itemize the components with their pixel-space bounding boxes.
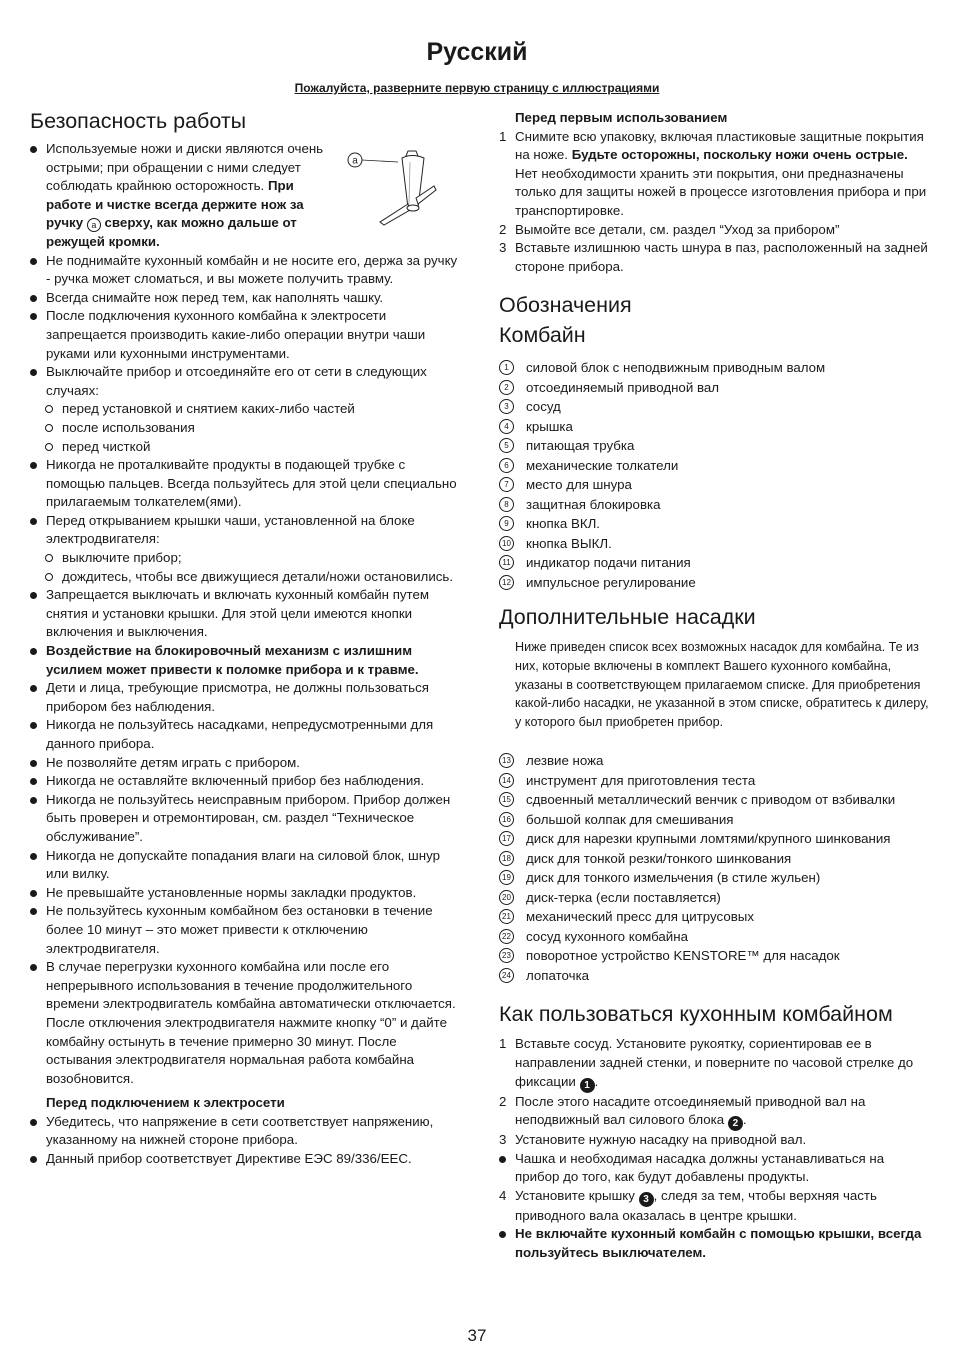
legend-list: [499, 358, 929, 592]
list-item-warning: Не включайте кухонный комбайн с помощью крышки, всегда пользуйтесь выключателем.: [499, 1225, 929, 1262]
item-number-badge: 21: [499, 909, 514, 924]
list-item: [499, 946, 929, 966]
list-item: Всегда снимайте нож перед тем, как наполнять чашку.: [30, 289, 458, 308]
list-item: [499, 436, 929, 456]
item-text: диск для тонкой резки/тонкого шинкования: [526, 850, 792, 866]
list-item: [499, 128, 929, 221]
list-item: После подключения кухонного комбайна к электросети запрещается производить какие-либо операции внутри чаши руками или кухонными инструментами.: [30, 307, 458, 363]
knife-illustration: [346, 148, 438, 232]
list-item: [499, 514, 929, 534]
howto-heading: Как пользоваться кухонным комбайном: [499, 1002, 893, 1027]
first-use-list: [499, 128, 929, 277]
item-number-badge: 24: [499, 968, 514, 983]
figure-ref-icon: 1: [580, 1078, 595, 1093]
list-item: [499, 397, 929, 417]
list-item: [499, 751, 929, 771]
item-number-badge: 2: [499, 380, 514, 395]
item-text: отсоединяемый приводной вал: [526, 379, 720, 395]
attachments-heading: Дополнительные насадки: [499, 605, 756, 630]
callout-marker: a: [87, 218, 101, 232]
item-number-badge: 16: [499, 812, 514, 827]
item-number-badge: 3: [499, 399, 514, 414]
step-text: Вымойте все детали, см. раздел “Уход за прибором”: [515, 221, 840, 237]
list-item: [499, 239, 929, 276]
item-text: лопаточка: [526, 967, 590, 983]
list-item: [499, 1187, 929, 1226]
list-item: [499, 868, 929, 888]
item-text: диск-терка (если поставляется): [526, 889, 721, 905]
item-text: кнопка ВКЛ.: [526, 516, 600, 532]
list-item: Убедитесь, что напряжение в сети соответствует напряжению, указанному на нижней стороне прибора.: [30, 1113, 458, 1150]
step-number: 2: [499, 221, 507, 237]
step-number: 1: [499, 1036, 507, 1052]
list-item: [499, 810, 929, 830]
item-text: силовой блок с неподвижным приводным валом: [526, 360, 826, 376]
left-column: [30, 106, 458, 1169]
item-number-badge: 15: [499, 792, 514, 807]
howto-list: [499, 1035, 929, 1262]
item-number-badge: 6: [499, 458, 514, 473]
page-subtitle: Пожалуйста, разверните первую страницу с иллюстрациями: [294, 81, 660, 95]
sub-list-item: дождитесь, чтобы все движущиеся детали/ножи остановились.: [30, 568, 458, 587]
list-item-bold-text: сверху, как можно дальше от режущей кромки.: [46, 215, 297, 249]
list-item: [499, 573, 929, 593]
list-item: 1 Вставьте сосуд. Установите рукоятку, сориентировав ее в направлении задней стенки, и поверните по часовой стрелке до фиксации 1 .: [499, 1036, 914, 1091]
right-column: [499, 109, 929, 1263]
item-text: инструмент для приготовления теста: [526, 772, 756, 788]
item-number-badge: 7: [499, 477, 514, 492]
figure-ref-icon: 3: [639, 1192, 654, 1207]
list-item: Перед открыванием крышки чаши, установленной на блоке электродвигателя:: [30, 512, 458, 549]
list-item: Не пользуйтесь кухонным комбайном без остановки в течение более 10 минут – это может привести к отключению электродвигателя.: [30, 902, 458, 958]
item-text: место для шнура: [526, 477, 632, 493]
list-item: [499, 475, 929, 495]
list-item: [30, 140, 342, 252]
list-item: Никогда не пользуйтесь насадками, непредусмотренными для данного прибора.: [30, 716, 458, 753]
list-item: [499, 495, 929, 515]
list-item: Никогда не пользуйтесь неисправным прибором. Прибор должен быть проверен и отремонтирован, см. раздел “Техническое обслуживание”.: [30, 791, 458, 847]
step-text: , следя за тем, чтобы верхняя часть приводного вала оказалась в центре крышки.: [515, 1187, 877, 1223]
item-number-badge: 10: [499, 536, 514, 551]
attachments-intro: Ниже приведен список всех возможных насадок для комбайна. Те из них, которые включены в комплект Вашего кухонного комбайна, указаны в соответствующем прилагаемом списке. Для приобретения какой-либо насадки, не указанной в этом списке, обратитесь к дилеру, у которого был приобретен прибор.: [515, 640, 929, 729]
step-number: 1: [499, 128, 507, 144]
list-item: [499, 534, 929, 554]
safety-heading: Безопасность работы: [30, 109, 247, 133]
list-item: [499, 417, 929, 437]
list-item: [499, 771, 929, 791]
item-number-badge: 1: [499, 360, 514, 375]
list-item: Никогда не оставляйте включенный прибор без наблюдения.: [30, 772, 458, 791]
figure-ref-icon: 2: [728, 1116, 743, 1131]
list-item: Не поднимайте кухонный комбайн и не носите его, держа за ручку - ручка может сломаться, и вы можете получить травму.: [30, 252, 458, 289]
step-text: Вставьте излишнюю часть шнура в паз, расположенный на задней стороне прибора.: [515, 240, 928, 274]
step-text: После этого насадите отсоединяемый приводной вал на неподвижный вал силового блока: [515, 1093, 866, 1128]
list-item: Запрещается выключать и включать кухонный комбайн путем снятия и установки крышки. Для этой цели имеются кнопки включения и выключения.: [30, 586, 458, 642]
legend-heading: Обозначения: [499, 293, 632, 318]
list-item: [499, 849, 929, 869]
list-item: [499, 966, 929, 986]
sub-list-item: после использования: [30, 419, 458, 438]
list-item: [499, 829, 929, 849]
item-text: индикатор подачи питания: [526, 555, 691, 571]
item-text: сосуд: [526, 399, 561, 415]
list-item: Данный прибор соответствует Директиве ЕЭС 89/336/EEC.: [30, 1150, 458, 1169]
item-number-badge: 19: [499, 870, 514, 885]
item-text: большой колпак для смешивания: [526, 811, 734, 827]
step-text: Вставьте сосуд. Установите рукоятку, сориентировав ее в направлении задней стенки, и поверните по часовой стрелке до фиксации: [515, 1036, 914, 1089]
page-number: 37: [467, 1326, 487, 1345]
attachments-list: [499, 751, 929, 985]
step-number: 4: [499, 1187, 507, 1203]
list-item: Выключайте прибор и отсоединяйте его от сети в следующих случаях:: [30, 363, 458, 400]
list-item: [499, 358, 929, 378]
item-number-badge: 22: [499, 929, 514, 944]
item-text: питающая трубка: [526, 438, 635, 454]
list-item: [499, 790, 929, 810]
step-number: 3: [499, 240, 507, 256]
sub-list-item: выключите прибор;: [30, 549, 458, 568]
item-text: диск для нарезки крупными ломтями/крупного шинкования: [526, 831, 891, 847]
list-item: Никогда не проталкивайте продукты в подающей трубке с помощью пальцев. Всегда пользуйтесь для этой цели специально прилагаемым толкателем(ями).: [30, 456, 458, 512]
item-text: диск для тонкого измельчения (в стиле жульен): [526, 870, 821, 886]
list-item: В случае перегрузки кухонного комбайна или после его непрерывного использования в течение продолжительного времени электродвигатель комбайна автоматически отключается. После отключения электродвигателя нажмите кнопку “0” и дайте комбайну остынуть в течение примерно 30 минут. После остывания электродвигателя нормальная работа комбайна возобновится.: [30, 958, 458, 1088]
list-item: Дети и лица, требующие присмотра, не должны пользоваться прибором без наблюдения.: [30, 679, 458, 716]
item-number-badge: 13: [499, 753, 514, 768]
item-text: лезвие ножа: [526, 753, 604, 769]
list-item: 2 После этого насадите отсоединяемый приводной вал на неподвижный вал силового блока 2 .: [499, 1093, 866, 1130]
safety-list: [30, 140, 458, 1088]
item-number-badge: 14: [499, 773, 514, 788]
list-item-bold-text: При работе и чистке всегда держите нож за ручку: [46, 178, 304, 231]
step-number: 2: [499, 1093, 507, 1109]
before-connect-list: [30, 1113, 458, 1169]
list-item: [499, 927, 929, 947]
list-item: Чашка и необходимая насадка должны устанавливаться на прибор до того, как будут добавлены продукты.: [499, 1150, 929, 1187]
list-item: Не превышайте установленные нормы закладки продуктов.: [30, 884, 458, 903]
step-warning: Будьте осторожны, поскольку ножи очень острые.: [571, 147, 908, 163]
item-number-badge: 12: [499, 575, 514, 590]
item-text: сдвоенный металлический венчик с приводом от взбивалки: [526, 792, 896, 808]
item-text: механические толкатели: [526, 457, 679, 473]
list-item-text: Используемые ножи и диски являются очень острыми; при обращении с ними следует соблюдать крайнюю осторожность.: [46, 141, 324, 194]
item-text: механический пресс для цитрусовых: [526, 909, 754, 925]
step-number: 3: [499, 1132, 507, 1148]
item-number-badge: 23: [499, 948, 514, 963]
sub-list-item: перед установкой и снятием каких-либо частей: [30, 400, 458, 419]
step-text: Снимите всю упаковку, включая пластиковые защитные покрытия на ноже.: [515, 128, 924, 163]
item-number-badge: 11: [499, 555, 514, 570]
list-item: [499, 553, 929, 573]
list-item: [499, 1131, 929, 1150]
item-text: крышка: [526, 418, 573, 434]
item-text: кнопка ВЫКЛ.: [526, 535, 612, 551]
item-text: сосуд кухонного комбайна: [526, 928, 688, 944]
item-number-badge: 17: [499, 831, 514, 846]
item-text: поворотное устройство KENSTORE™ для насадок: [526, 948, 840, 964]
item-number-badge: 8: [499, 497, 514, 512]
sub-list-item: перед чисткой: [30, 438, 458, 457]
list-item: [499, 378, 929, 398]
list-item: [499, 907, 929, 927]
list-item: [499, 456, 929, 476]
item-number-badge: 20: [499, 890, 514, 905]
list-item-warning: Воздействие на блокировочный механизм с излишним усилием может привести к поломке прибора и к травме.: [30, 642, 458, 679]
before-connect-heading: Перед подключением к электросети: [46, 1095, 285, 1111]
page-title: Русский: [426, 38, 528, 66]
item-text: защитная блокировка: [526, 496, 661, 512]
list-item: Никогда не допускайте попадания влаги на силовой блок, шнур или вилку.: [30, 847, 458, 884]
list-item: Не позволяйте детям играть с прибором.: [30, 754, 458, 773]
step-text: Установите нужную насадку на приводной вал.: [515, 1132, 807, 1148]
legend-subheading: Комбайн: [499, 323, 586, 348]
step-text: Нет необходимости хранить эти покрытия, они предназначены только для защиты ножей в процессе изготовления прибора и при транспортировке.: [515, 165, 927, 218]
item-number-badge: 9: [499, 516, 514, 531]
item-number-badge: 4: [499, 419, 514, 434]
first-use-heading: Перед первым использованием: [515, 110, 728, 125]
list-item: [499, 221, 929, 240]
item-number-badge: 18: [499, 851, 514, 866]
item-text: импульсное регулирование: [526, 574, 696, 590]
list-item: [499, 888, 929, 908]
item-number-badge: 5: [499, 438, 514, 453]
step-text: Установите крышку: [515, 1187, 635, 1203]
figure-label: a: [352, 155, 358, 167]
